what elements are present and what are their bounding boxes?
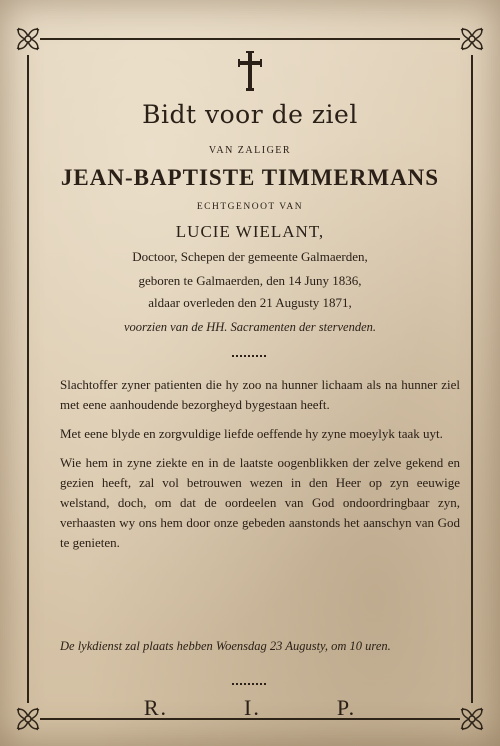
eulogy-paragraph: Met eene blyde en zorgvuldige liefde oeffende hy zyne moeylyk taak uyt. [60,426,443,441]
funeral-service-notice: De lykdienst zal plaats hebben Woensdag 23 Augusty, om 10 uren. [60,639,391,653]
spouse-prefix: ECHTGENOOT VAN [196,202,304,212]
eulogy-paragraph: Slachtoffer zyner patienten die hy zoo na hunner lichaam als na hunner ziel met eene aanhoudende bezorgheyd bygestaan heeft. [60,377,460,412]
dotted-divider [232,683,268,685]
deceased-name: JEAN-BAPTISTE TIMMERMANS [60,165,440,190]
rip-letter: I. [244,695,261,720]
occupation-line: Doctoor, Schepen der gemeente Galmaerden, [132,249,368,264]
name-prefix: VAN ZALIGER [208,145,292,156]
corner-ornament-icon [11,22,45,56]
sacraments-line: voorzien van de HH. Sacramenten der stervenden. [123,320,376,334]
death-line: aldaar overleden den 21 Augusty 1871, [148,295,352,310]
latin-cross-icon [236,50,264,92]
card-heading: Bidt voor de ziel [142,100,358,129]
eulogy-text [60,375,460,562]
rip-letter: P. [336,695,357,720]
birth-line: geboren te Galmaerden, den 14 Juny 1836, [138,273,362,288]
frame-top-line [40,38,460,40]
rip-letter: R. [143,695,169,720]
dotted-divider [232,355,268,357]
rip-line [28,695,472,721]
spouse-name: LUCIE WIELANT, [175,222,325,241]
eulogy-paragraph: Wie hem in zyne ziekte en in de laatste oogenblikken der zelve gekend en gezien heeft, zal vol betrouwen wezen in den Heer op zyn eeuwige welstand, doch, om dat de oordeelen van God ondoordringbaar zyn, verhaasten wy ons hem door onze gebeden aanstonds het aanschyn van God te genieten. [60,455,460,550]
corner-ornament-icon [455,22,489,56]
